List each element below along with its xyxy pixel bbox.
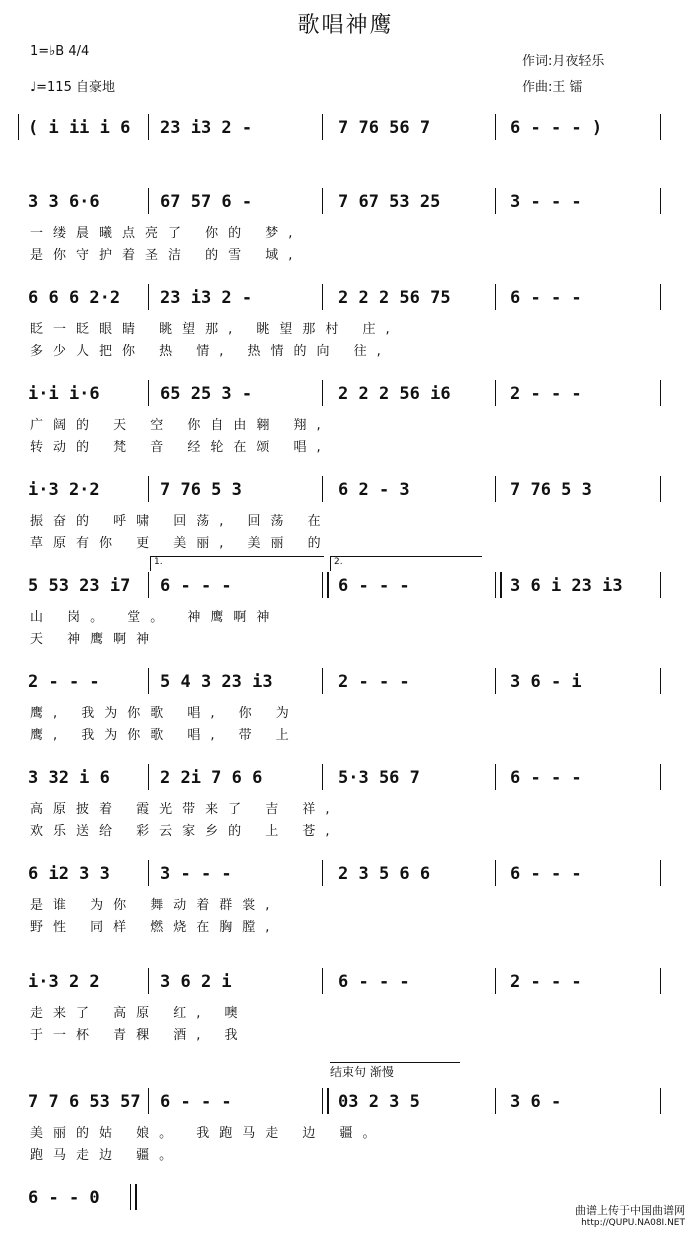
barline [495,572,502,598]
barline [148,380,149,406]
barline [18,114,19,140]
lyric-line: 欢乐送给 彩云家乡的 上 苍, [30,824,340,839]
lyric-line: 山 岗。 堂。 神鹰啊神 [30,610,280,625]
barline [660,764,661,790]
barline [148,188,149,214]
barline [148,1088,149,1114]
measure-notes: 3 3 6·6 [28,192,100,212]
measure-notes: 3 6 - [510,1092,562,1112]
footer-credit [575,1204,685,1230]
barline [322,476,323,502]
barline [495,188,496,214]
barline [660,476,661,502]
footer-site: 曲谱上传于中国曲谱网 [575,1204,685,1217]
measure-notes: 6 6 6 2·2 [28,288,121,308]
lyric-line: 天 神鹰啊神 [30,632,160,647]
measure-notes: 2 - - - [510,972,582,992]
barline [322,284,323,310]
measure-notes: 2 - - - [338,672,410,692]
barline [660,1088,661,1114]
footer-url: http://QUPU.NA08I.NET [581,1218,685,1228]
lyric-line: 高原披着 霞光带来了 吉 祥, [30,802,340,817]
lyric-line: 美丽的姑 娘。 我跑马走 边 疆。 [30,1126,386,1141]
measure-notes: 3 6 i 23 i3 [510,576,623,596]
barline [660,968,661,994]
barline [495,284,496,310]
lyric-line: 振奋的 呼啸 回荡, 回荡 在 [30,514,331,529]
measure-notes: 6 - - - [338,576,410,596]
lyric-line: 是你守护着圣洁 的雪 域, [30,248,303,263]
lyric-line: 鹰, 我为你歌 唱, 带 上 [30,728,299,743]
barline [148,764,149,790]
measure-notes: 7 67 53 25 [338,192,441,212]
barline [495,668,496,694]
barline [322,668,323,694]
barline [660,284,661,310]
lyric-line: 转动的 梵 音 经轮在颂 唱, [30,440,331,455]
measure-notes: 2 - - - [28,672,100,692]
lyric-line: 多少人把你 热 情, 热情的向 往, [30,344,391,359]
measure-notes: 6 i2 3 3 [28,864,110,884]
barline [322,572,329,598]
barline [660,114,661,140]
measure-notes: 5 53 23 i7 [28,576,131,596]
measure-notes: 3 6 2 i [160,972,232,992]
lyric-line: 跑马走边 疆。 [30,1148,183,1163]
barline [322,114,323,140]
barline [495,380,496,406]
song-title: 歌唱神鹰 [297,13,394,38]
barline [322,1088,329,1114]
measure-notes: 6 - - - ) [510,118,603,138]
lyric-line: 草原有你 更 美丽, 美丽 的 [30,536,331,551]
lyricist-credit: 作词:月夜轻乐 [522,54,605,69]
lyric-line: 野性 同样 燃烧在胸膛, [30,920,280,935]
measure-notes: 3 32 i 6 [28,768,110,788]
measure-notes: 7 76 56 7 [338,118,431,138]
barline [148,572,149,598]
lyric-line: 走来了 高原 红, 噢 [30,1006,248,1021]
measure-notes: 7 76 5 3 [510,480,592,500]
barline [495,476,496,502]
barline [495,860,496,886]
lyric-line: 于一杯 青稞 酒, 我 [30,1028,248,1043]
measure-notes: 65 25 3 - [160,384,253,404]
barline [495,764,496,790]
barline [148,284,149,310]
barline [322,764,323,790]
volta-first: 1. [150,556,324,571]
barline [322,860,323,886]
barline [148,968,149,994]
measure-notes: i·i i·6 [28,384,100,404]
measure-notes: 2 2 2 56 75 [338,288,451,308]
measure-notes: 6 - - - [510,864,582,884]
barline [660,188,661,214]
measure-notes: 3 - - - [160,864,232,884]
measure-notes: 2 3 5 6 6 [338,864,431,884]
measure-notes: 6 - - - [160,1092,232,1112]
measure-notes: 67 57 6 - [160,192,253,212]
lyric-line: 广阔的 天 空 你自由翱 翔, [30,418,331,433]
barline [130,1184,137,1210]
measure-notes: 23 i3 2 - [160,118,253,138]
barline [148,668,149,694]
measure-notes: 23 i3 2 - [160,288,253,308]
measure-notes: 2 2i 7 6 6 [160,768,263,788]
barline [495,968,496,994]
barline [148,114,149,140]
measure-notes: 7 76 5 3 [160,480,242,500]
lyric-line: 鹰, 我为你歌 唱, 你 为 [30,706,299,721]
measure-notes: 6 - - - [510,288,582,308]
measure-notes: 2 2 2 56 i6 [338,384,451,404]
barline [322,380,323,406]
barline [148,860,149,886]
barline [322,968,323,994]
ending-marking: 结束句 渐慢 [330,1062,460,1080]
barline [660,572,661,598]
measure-notes: 6 - - 0 [28,1188,100,1208]
barline [660,668,661,694]
measure-notes: 7 7 6 53 57 [28,1092,141,1112]
measure-notes: 3 - - - [510,192,582,212]
lyric-line: 眨一眨眼睛 眺望那, 眺望那村 庄, [30,322,400,337]
barline [660,380,661,406]
measure-notes: i·3 2 2 [28,972,100,992]
barline [660,860,661,886]
volta-second: 2. [330,556,482,571]
measure-notes: 03 2 3 5 [338,1092,420,1112]
measure-notes: i·3 2·2 [28,480,100,500]
key-signature: 1=♭B 4/4 [30,44,90,59]
measure-notes: 5 4 3 23 i3 [160,672,273,692]
barline [495,1088,496,1114]
barline [495,114,496,140]
lyric-line: 是谁 为你 舞动着群裳, [30,898,280,913]
measure-notes: 2 - - - [510,384,582,404]
measure-notes: 3 6 - i [510,672,582,692]
measure-notes: 6 - - - [510,768,582,788]
barline [322,188,323,214]
measure-notes: 6 - - - [160,576,232,596]
measure-notes: 6 2 - 3 [338,480,410,500]
measure-notes: 6 - - - [338,972,410,992]
barline [148,476,149,502]
composer-credit: 作曲:王 镭 [522,80,583,95]
tempo-marking: ♩=115 自豪地 [30,80,115,95]
measure-notes: ( i ii i 6 [28,118,131,138]
measure-notes: 5·3 56 7 [338,768,420,788]
lyric-line: 一缕晨曦点亮了 你的 梦, [30,226,303,241]
